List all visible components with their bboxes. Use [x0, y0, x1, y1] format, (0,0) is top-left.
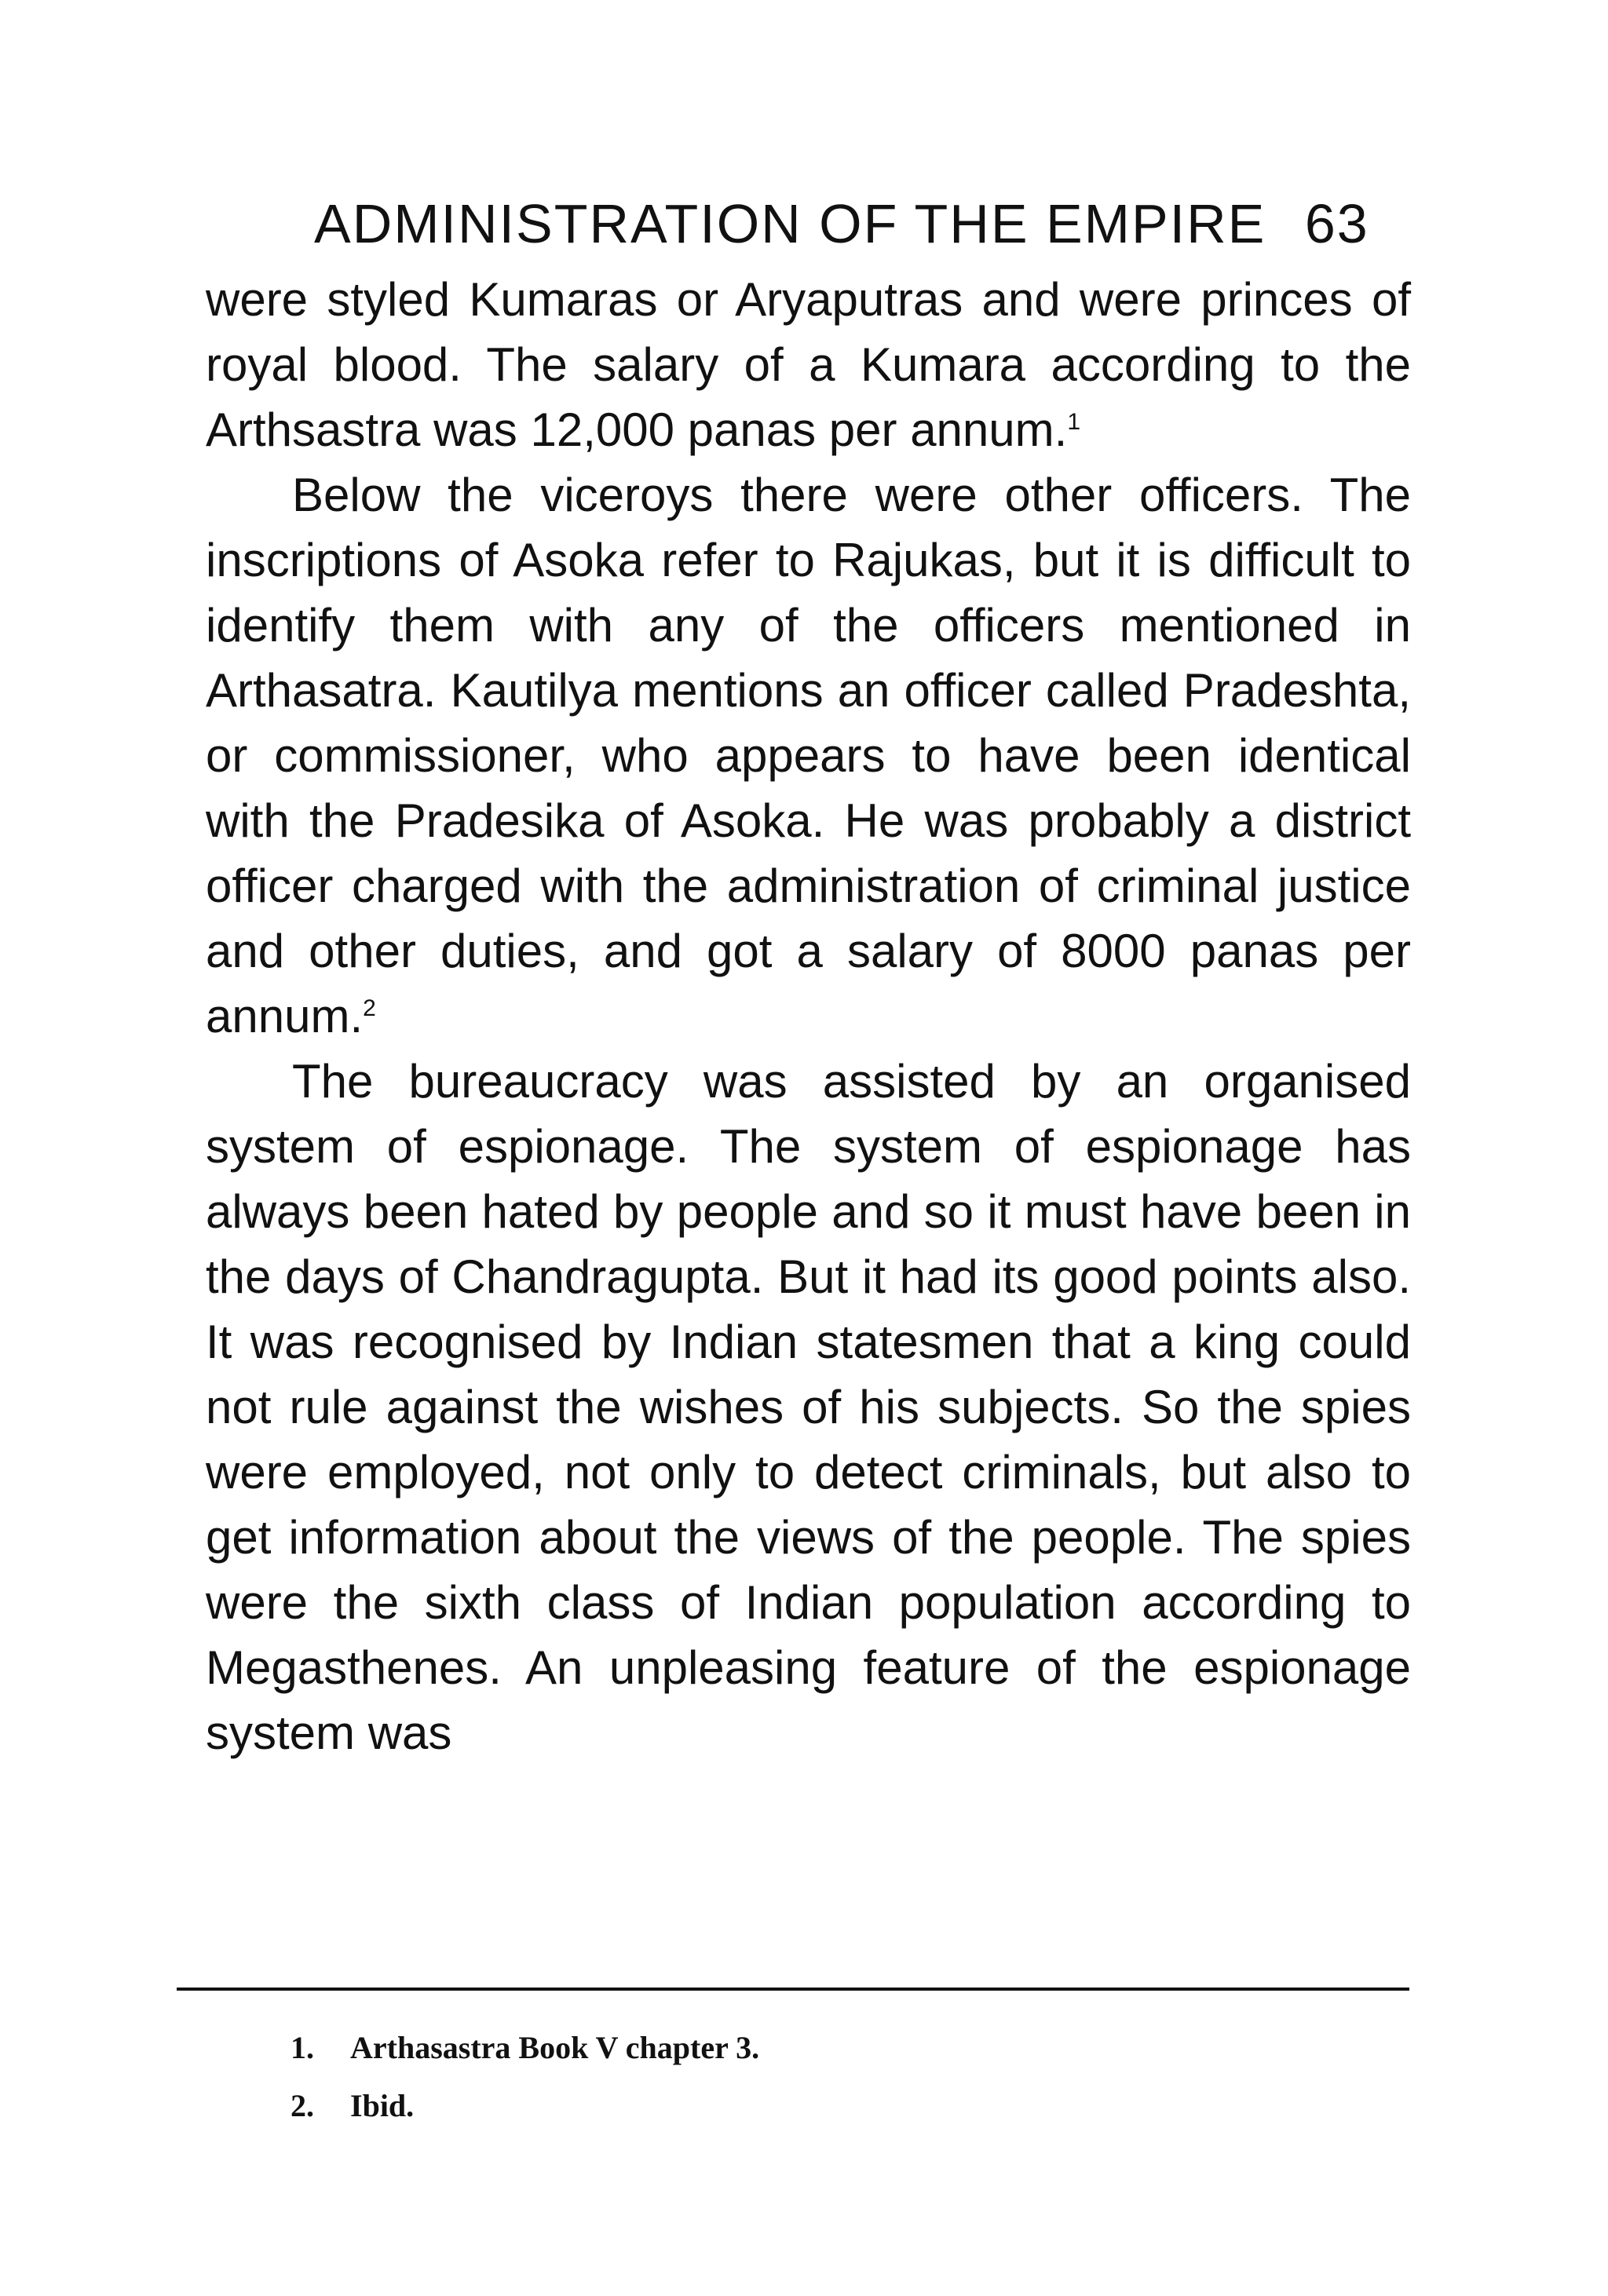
body-text: [206, 267, 1411, 1765]
footnote-divider: [177, 1988, 1409, 1991]
paragraph: [206, 1049, 1411, 1765]
footnote-reference: 2: [363, 995, 376, 1021]
footnote: [291, 2077, 759, 2135]
paragraph-text: The bureaucracy was assisted by an organised system of espionage. The system of espionage has always been hated by people and so it must have been in the days of Chandragupta. But it had its good points also. It was recognised by Indian statesmen that a king could not rule against the wishes of his subjects. So the spies were employed, not only to detect criminals, but also to get information about the views of the people. The spies were the sixth class of Indian population according to Megasthenes. An unpleasing feature of the espionage system was: [206, 1055, 1411, 1759]
footnote: [291, 2019, 759, 2077]
paragraph-text: Below the viceroys there were other officers. The inscriptions of Asoka refer to Rajukas, but it is difficult to identify them with any of the officers mentioned in Arthasatra. Kautilya mentions an officer called Pradeshta, or commissioner, who appears to have been identical with the Pradesika of Asoka. He was probably a district officer charged with the administration of criminal justice and other duties, and got a salary of 8000 panas per annum.: [206, 469, 1411, 1042]
chapter-title: ADMINISTRATION OF THE EMPIRE: [314, 193, 1266, 254]
page-number: 63: [1304, 193, 1369, 254]
paragraph-text: were styled Kumaras or Aryaputras and were princes of royal blood. The salary of a Kumara according to the Arthsastra was 12,000 panas per annum.: [206, 273, 1411, 456]
footnote-reference: 1: [1067, 409, 1081, 435]
paragraph: [206, 267, 1411, 462]
footnote-number: 2.: [291, 2088, 314, 2123]
footnote-text: Ibid.: [350, 2088, 415, 2123]
running-header: [314, 188, 1413, 259]
footnote-text: Arthasastra Book V chapter 3.: [350, 2030, 760, 2065]
paragraph: [206, 462, 1411, 1049]
footnote-number: 1.: [291, 2030, 314, 2065]
footnotes: [291, 2019, 759, 2135]
